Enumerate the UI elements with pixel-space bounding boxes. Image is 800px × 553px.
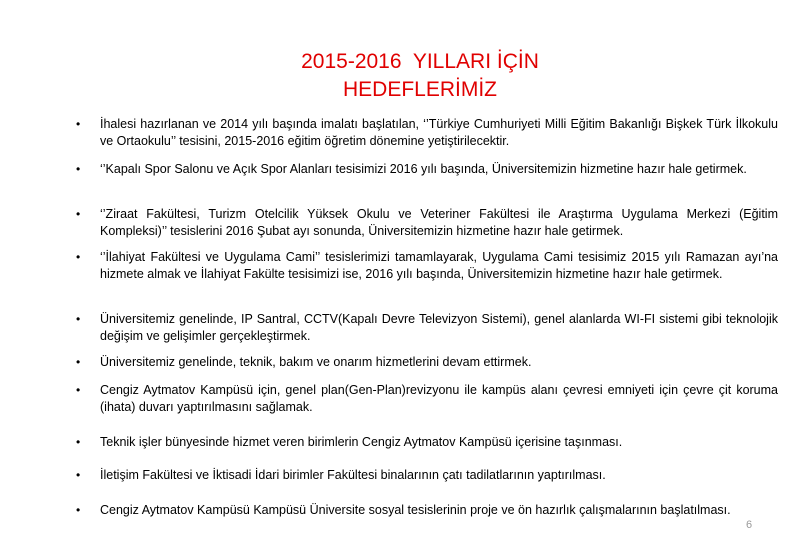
bullet-icon: • [76, 117, 81, 131]
list-item-text: İletişim Fakültesi ve İktisadi İdari birimler Fakültesi binalarının çatı tadilatlarının yaptırılması. [100, 468, 606, 482]
bullet-icon: • [76, 162, 81, 176]
list-item-text: Cengiz Aytmatov Kampüsü Kampüsü Üniversite sosyal tesislerinin proje ve ön hazırlık çalışmalarının başlatılması. [100, 503, 731, 517]
list-item-text: ‘’Ziraat Fakültesi, Turizm Otelcilik Yüksek Okulu ve Veteriner Fakültesi ile Araştırma Uygulama Merkezi (Eğitim Kompleksi)’’ tesislerini 2016 Şubat ayı sonunda, Üniversitemizin hizmetine hazır hale getirmek. [100, 207, 778, 238]
list-item-text: İhalesi hazırlanan ve 2014 yılı başında imalatı başlatılan, ‘’Türkiye Cumhuriyeti Milli Eğitim Bakanlığı Bişkek Türk İlkokulu ve Ortaokulu’’ tesisini, 2015-2016 eğitim öğretim dönemine yetiştirilecektir. [100, 117, 778, 148]
slide-title-line-2: HEDEFLERİMİZ [342, 78, 497, 101]
bullet-icon: • [76, 250, 81, 264]
slide-title-line-1: 2015-2016 YILLARI İÇİN [301, 50, 539, 73]
bullet-icon: • [76, 383, 81, 397]
bullet-icon: • [76, 207, 81, 221]
list-item-text: ‘’İlahiyat Fakültesi ve Uygulama Cami’’ tesislerimizi tamamlayarak, Uygulama Cami tesisimiz 2015 yılı Ramazan ayı’na hizmete almak ve İlahiyat Fakülte tesisimizi ise, 2016 yılı başında, Üniversitemizin hizmetine hazır hale getirmek. [100, 250, 778, 281]
bullet-icon: • [76, 468, 81, 482]
list-item-text: Teknik işler bünyesinde hizmet veren birimlerin Cengiz Aytmatov Kampüsü içerisine taşınması. [100, 435, 623, 449]
slide-title [0, 48, 800, 104]
list-item-text: Cengiz Aytmatov Kampüsü için, genel plan(Gen-Plan)revizyonu ile kampüs alanı çevresi emniyeti için çevre çit koruma (ihata) duvarı yaptırılmasını sağlamak. [100, 383, 778, 414]
bullet-icon: • [76, 312, 81, 326]
list-item-text: Üniversitemiz genelinde, IP Santral, CCTV(Kapalı Devre Televizyon Sistemi), genel alanlarda WI-FI sistemi gibi teknolojik değişim ve gelişimler gerçekleştirmek. [100, 312, 778, 343]
bullet-icon: • [76, 435, 81, 449]
list-item-text: Üniversitemiz genelinde, teknik, bakım ve onarım hizmetlerini devam ettirmek. [100, 355, 532, 369]
list-item-text: ‘’Kapalı Spor Salonu ve Açık Spor Alanları tesisimizi 2016 yılı başında, Üniversitemizin hizmetine hazır hale getirmek. [100, 162, 747, 176]
page-number: 6 [746, 519, 753, 531]
bullet-icon: • [76, 503, 81, 517]
bullet-icon: • [76, 355, 81, 369]
